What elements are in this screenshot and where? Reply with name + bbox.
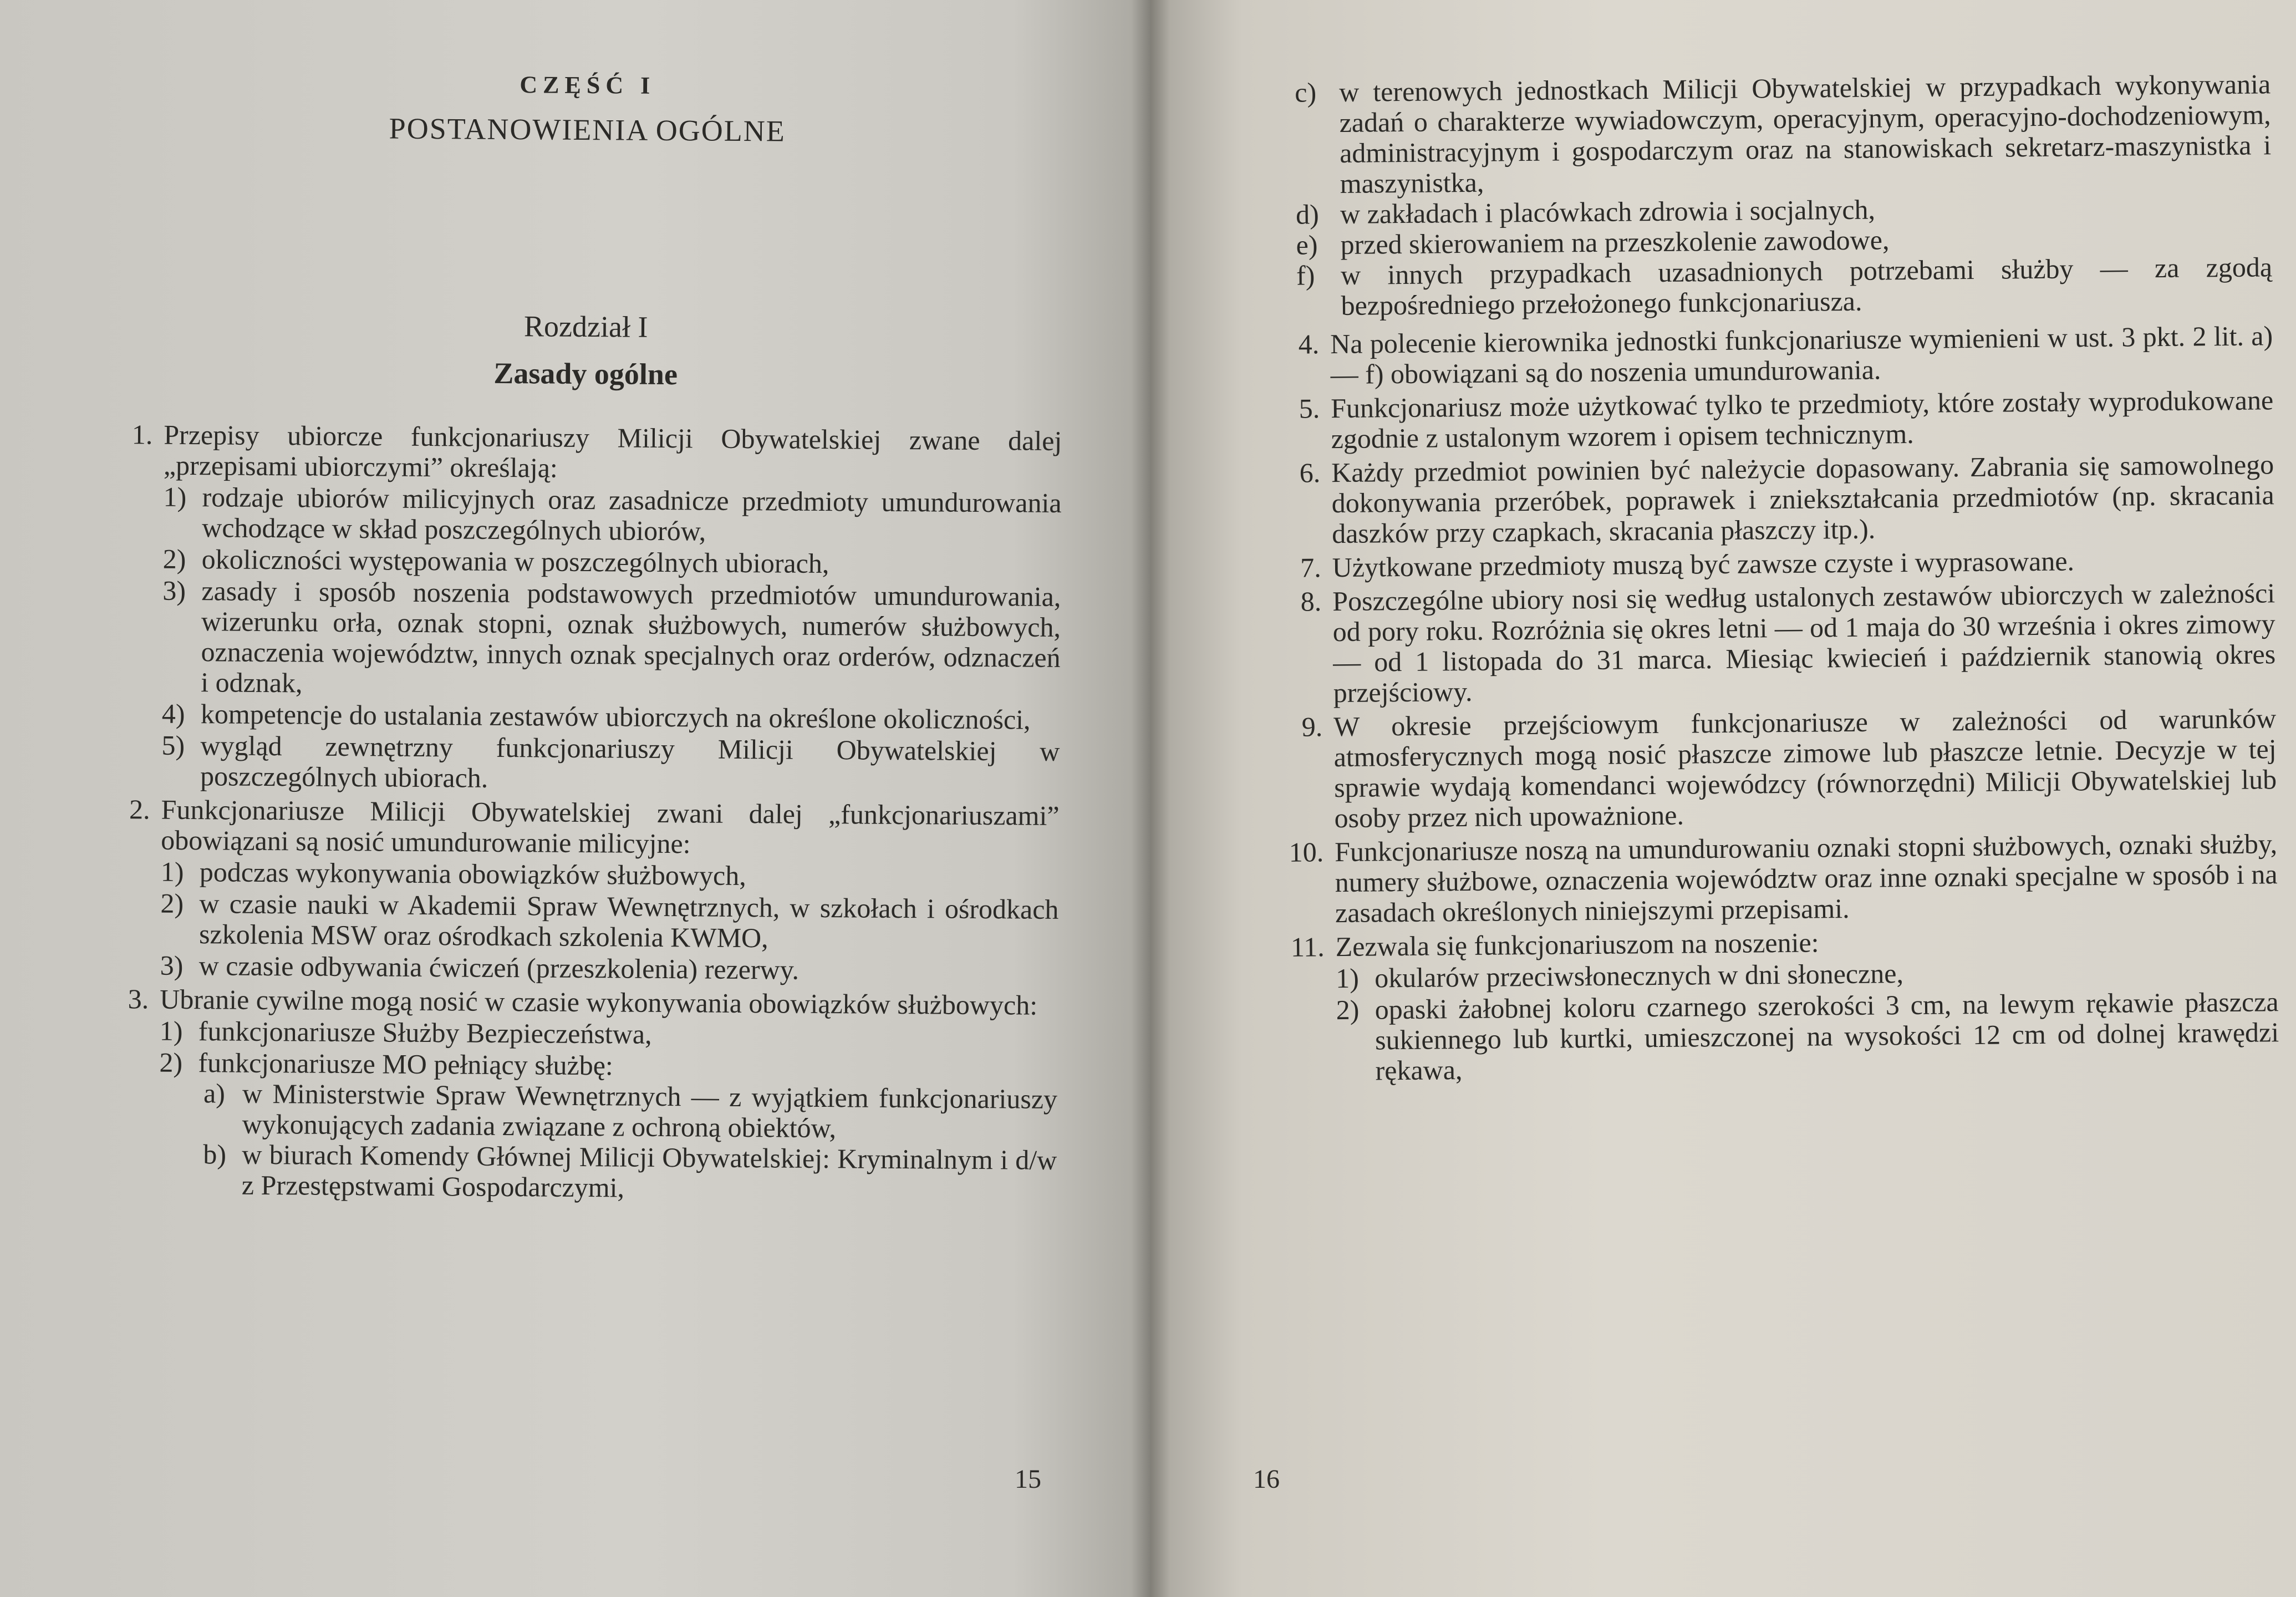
item-text: w czasie odbywania ćwiczeń (przeszkolenia) rezerwy. <box>198 950 800 985</box>
paragraph-number: 5. <box>1299 393 1320 424</box>
paragraph-11 <box>1280 923 2279 1087</box>
list-item <box>106 575 1061 704</box>
paragraph-number: 9. <box>1301 711 1323 742</box>
paragraph-number: 3. <box>128 983 149 1015</box>
paragraph-number: 8. <box>1300 586 1322 617</box>
sub-list-item <box>103 1138 1057 1206</box>
sub-list-item <box>1274 252 2273 322</box>
item-text: rodzaje ubiorów milicyjnych oraz zasadnicze przedmioty umundurowania wchodzące w skład poszczególnych ubiorów, <box>202 481 1062 547</box>
paragraph-number: 6. <box>1299 457 1321 489</box>
item-text: funkcjonariusze Służby Bezpieczeństwa, <box>198 1015 652 1050</box>
item-number: 1) <box>1335 962 1360 994</box>
item-text: w czasie nauki w Akademii Spraw Wewnętrznych, w szkołach i ośrodkach szkolenia MSW oraz ośrodkach szkolenia KWMO, <box>198 888 1059 954</box>
item-number: 3) <box>160 949 184 981</box>
list-item <box>108 481 1062 549</box>
subitem-letter: c) <box>1294 77 1317 108</box>
part-subtitle: POSTANOWIENIA OGÓLNE <box>389 111 786 148</box>
paragraph-text: W okresie przejściowym funkcjonariusze w zależności od warunków atmosferycznych mogą nosić płaszcze zimowe lub płaszcze letnie. Decyzje w tej sprawie wydają komendanci wojewódzcy (równorzędni) Milicji Obywatelskiej lub osoby przez nich upoważnione. <box>1333 703 2277 834</box>
paragraph-9 <box>1278 703 2277 834</box>
item-text: wygląd zewnętrzny funkcjonariuszy Milicji Obywatelskiej w poszczególnych ubiorach. <box>200 730 1060 794</box>
item-number: 1) <box>159 1015 183 1046</box>
paragraph-text: Funkcjonariusze noszą na umundurowaniu oznaki stopni służbowych, oznaki służby, numery służbowe, oznaczenia województw oraz inne oznaki specjalne w sposób i na zasadach określonych niniejszymi przepisami. <box>1334 828 2278 929</box>
item-number: 2) <box>1336 994 1360 1026</box>
list-item <box>106 730 1060 797</box>
item-number: 1) <box>163 481 187 512</box>
item-number: 2) <box>159 1046 183 1078</box>
paragraph-number: 1. <box>131 419 153 450</box>
paragraph-1 <box>106 419 1062 797</box>
paragraph-number: 7. <box>1300 552 1321 583</box>
subitem-text: w Ministerstwie Spraw Wewnętrznych — z wyjątkiem funkcjonariuszy wykonujących zadania związane z ochroną obiektów, <box>242 1077 1058 1144</box>
item-number: 4) <box>161 698 185 729</box>
left-page-text <box>103 67 1065 1209</box>
subitem-text: w zakładach i placówkach zdrowia i socjalnych, <box>1340 194 1876 230</box>
item-text: zasady i sposób noszenia podstawowych przedmiotów umundurowania, wizerunku orła, oznak stopni, oznak służbowych, numerów służbowych, oznaczenia województw, innych oznak specjalnych oraz orderów, odznaczeń i odznak, <box>201 575 1061 699</box>
part-title: CZĘŚĆ I <box>520 71 656 99</box>
item-number: 3) <box>162 574 186 606</box>
item-text: okularów przeciwsłonecznych w dni słoneczne, <box>1374 958 1904 994</box>
right-page-text <box>1272 69 2279 1090</box>
chapter-subtitle: Zasady ogólne <box>493 356 678 391</box>
paragraph-number: 4. <box>1298 328 1320 360</box>
paragraph-number: 10. <box>1289 836 1324 868</box>
item-number: 2) <box>162 543 186 574</box>
paragraph-3 <box>103 984 1058 1206</box>
subitem-text: w terenowych jednostkach Milicji Obywatelskiej w przypadkach wykonywania zadań o charakterze wywiadowczym, operacyjnym, operacyjno-dochodzeniowym, administracyjnym i gospodarczym oraz na stanowiskach sekretarz-maszynistka i maszynistka, <box>1338 68 2272 199</box>
paragraph-text: Funkcjonariusze Milicji Obywatelskiej zwani dalej „funkcjonariuszami” obowiązani są nosić umundurowanie milicyjne: <box>161 794 1060 859</box>
paragraph-text: Ubranie cywilne mogą nosić w czasie wykonywania obowiązków służbowych: <box>160 983 1038 1021</box>
paragraph-10 <box>1279 828 2278 929</box>
subitem-text: przed skierowaniem na przeszkolenie zawodowe, <box>1340 224 1890 260</box>
paragraph-8 <box>1277 578 2276 709</box>
list-item <box>1280 986 2279 1087</box>
paragraph-text: Użytkowane przedmioty muszą być zawsze czyste i wyprasowane. <box>1332 545 2075 583</box>
page-number: 16 <box>1253 1464 1280 1494</box>
subitem-letter: d) <box>1295 199 1320 230</box>
item-text: okoliczności występowania w poszczególnych ubiorach, <box>201 543 829 579</box>
paragraph-text: Na polecenie kierownika jednostki funkcjonariusze wymienieni w ust. 3 pkt. 2 lit. a) — f) obowiązani są do noszenia umundurowania. <box>1330 320 2273 390</box>
list-item <box>105 888 1059 955</box>
subitem-letter: b) <box>203 1138 227 1170</box>
item-text: opaski żałobnej koloru czarnego szerokości 3 cm, na lewym rękawie płaszcza sukiennego lub kurtki, umieszczonej na wysokości 12 cm od dolnej krawędzi rękawa, <box>1374 986 2279 1086</box>
list-item <box>104 950 1058 987</box>
paragraph-2 <box>104 794 1059 987</box>
paragraph-number: 2. <box>129 794 150 825</box>
sub-list-item <box>104 1077 1058 1145</box>
paragraph-7 <box>1276 544 2274 583</box>
subitem-text: w biurach Komendy Głównej Milicji Obywatelskiej: Kryminalnym i d/w z Przestępstwami Gospodarczymi, <box>241 1138 1057 1203</box>
item-text: funkcjonariusze MO pełniący służbę: <box>198 1047 614 1081</box>
right-page <box>1150 0 2296 1597</box>
book-gutter <box>1131 0 1170 1597</box>
item-number: 5) <box>161 729 185 761</box>
paragraph-text: Poszczególne ubiory nosi się według ustalonych zestawów ubiorczych w zależności od pory roku. Rozróżnia się okres letni — od 1 maja do 30 września i okres zimowy — od 1 listopada do 31 marca. Miesiąc kwiecień i październik stanowią okres przejściowy. <box>1332 577 2276 709</box>
subitem-letter: e) <box>1296 229 1318 261</box>
paragraph-text: Każdy przedmiot powinien być należycie dopasowany. Zabrania się samowolnego dokonywania przeróbek, poprawek i zniekształcania przedmiotów (np. skracania daszków przy czapkach, skracania płaszczy itp.). <box>1331 449 2274 550</box>
paragraph-6 <box>1276 449 2274 550</box>
page-number: 15 <box>1015 1464 1041 1494</box>
subitem-text: w innych przypadkach uzasadnionych potrzebami służby — za zgodą bezpośredniego przełożonego funkcjonariusza. <box>1340 251 2273 321</box>
sub-list-item <box>1272 69 2272 200</box>
item-number: 2) <box>160 887 184 919</box>
paragraph-4 <box>1275 321 2273 390</box>
paragraph-text: Funkcjonariusz może użytkować tylko te przedmioty, które zostały wyprodukowane zgodnie z ustalonym wzorem i opisem technicznym. <box>1330 384 2274 455</box>
chapter-title: Rozdział I <box>523 309 648 344</box>
paragraph-text: Zezwala się funkcjonariuszom na noszenie: <box>1335 927 1819 963</box>
item-text: podczas wykonywania obowiązków służbowych, <box>199 856 746 892</box>
item-text: kompetencje do ustalania zestawów ubiorczych na określone okoliczności, <box>200 698 1031 735</box>
paragraph-text: Przepisy ubiorcze funkcjonariuszy Milicji Obywatelskiej zwane dalej „przepisami ubiorczymi” określają: <box>163 419 1062 484</box>
paragraph-number: 11. <box>1290 931 1325 963</box>
subitem-letter: a) <box>203 1077 226 1109</box>
paragraph-5 <box>1275 385 2274 455</box>
item-number: 1) <box>160 856 184 887</box>
subitem-letter: f) <box>1296 260 1315 291</box>
